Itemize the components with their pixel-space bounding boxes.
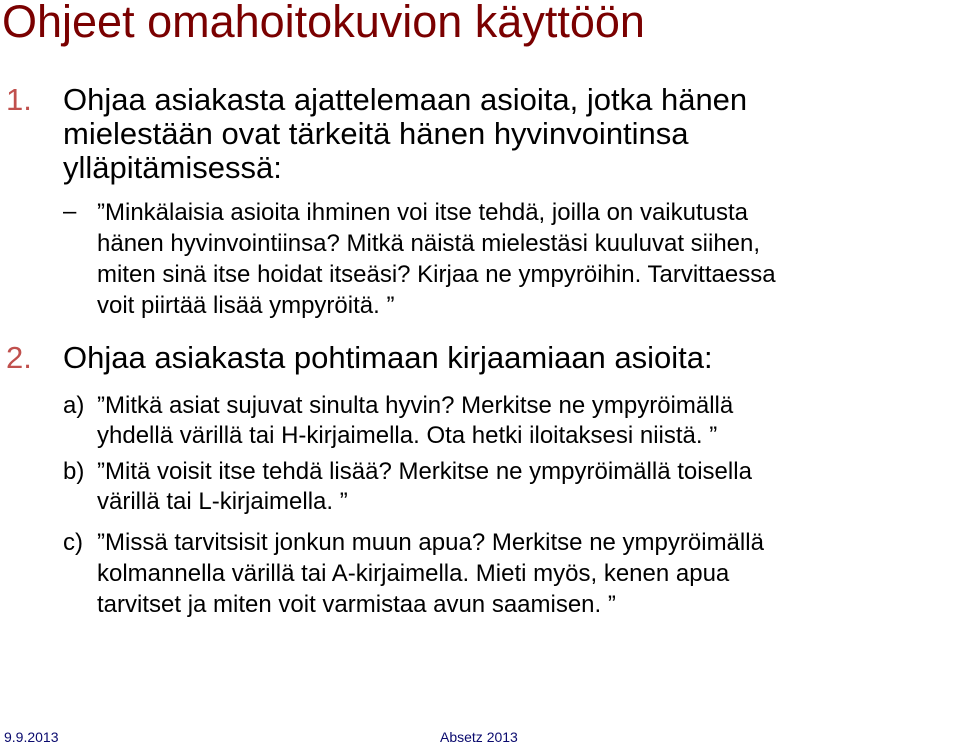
section-2-number: 2. <box>6 340 32 375</box>
section-1-dash: – <box>63 198 77 225</box>
section-2-text: Ohjaa asiakasta pohtimaan kirjaamiaan asioita: <box>63 340 713 375</box>
footer-date: 9.9.2013 <box>4 729 59 745</box>
item-c-line-3: tarvitset ja miten voit varmistaa avun saamisen. ” <box>97 591 616 618</box>
item-b-label: b) <box>63 458 85 485</box>
footer-org: Absetz 2013 <box>440 729 518 745</box>
slide-title: Ohjeet omahoitokuvion käyttöön <box>2 0 645 47</box>
item-c-label: c) <box>63 529 83 556</box>
section-1-line-3: ylläpitämisessä: <box>63 150 282 185</box>
item-a-line-2: yhdellä värillä tai H-kirjaimella. Ota hetki iloitaksesi niistä. ” <box>97 422 718 449</box>
section-1-line-1: Ohjaa asiakasta ajattelemaan asioita, jotka hänen <box>63 82 748 117</box>
item-a-label: a) <box>63 392 85 419</box>
section-1-sub-line-2: hänen hyvinvointiinsa? Mitkä näistä mielestäsi kuuluvat siihen, <box>97 230 761 257</box>
item-c-line-1: ”Missä tarvitsisit jonkun muun apua? Merkitse ne ympyröimällä <box>97 529 764 556</box>
item-c-line-2: kolmannella värillä tai A-kirjaimella. Mieti myös, kenen apua <box>97 560 730 587</box>
item-b-line-1: ”Mitä voisit itse tehdä lisää? Merkitse ne ympyröimällä toisella <box>97 458 752 485</box>
section-1-sub-line-4: voit piirtää lisää ympyröitä. ” <box>97 292 395 319</box>
section-1-sub-line-3: miten sinä itse hoidat itseäsi? Kirjaa ne ympyröihin. Tarvittaessa <box>97 261 776 288</box>
item-a-line-1: ”Mitkä asiat sujuvat sinulta hyvin? Merkitse ne ympyröimällä <box>97 392 734 419</box>
section-1-sub-line-1: ”Minkälaisia asioita ihminen voi itse tehdä, joilla on vaikutusta <box>97 199 748 226</box>
item-b-line-2: värillä tai L-kirjaimella. ” <box>97 488 348 515</box>
section-1-number: 1. <box>6 82 32 117</box>
section-1-line-2: mielestään ovat tärkeitä hänen hyvinvointinsa <box>63 116 689 151</box>
